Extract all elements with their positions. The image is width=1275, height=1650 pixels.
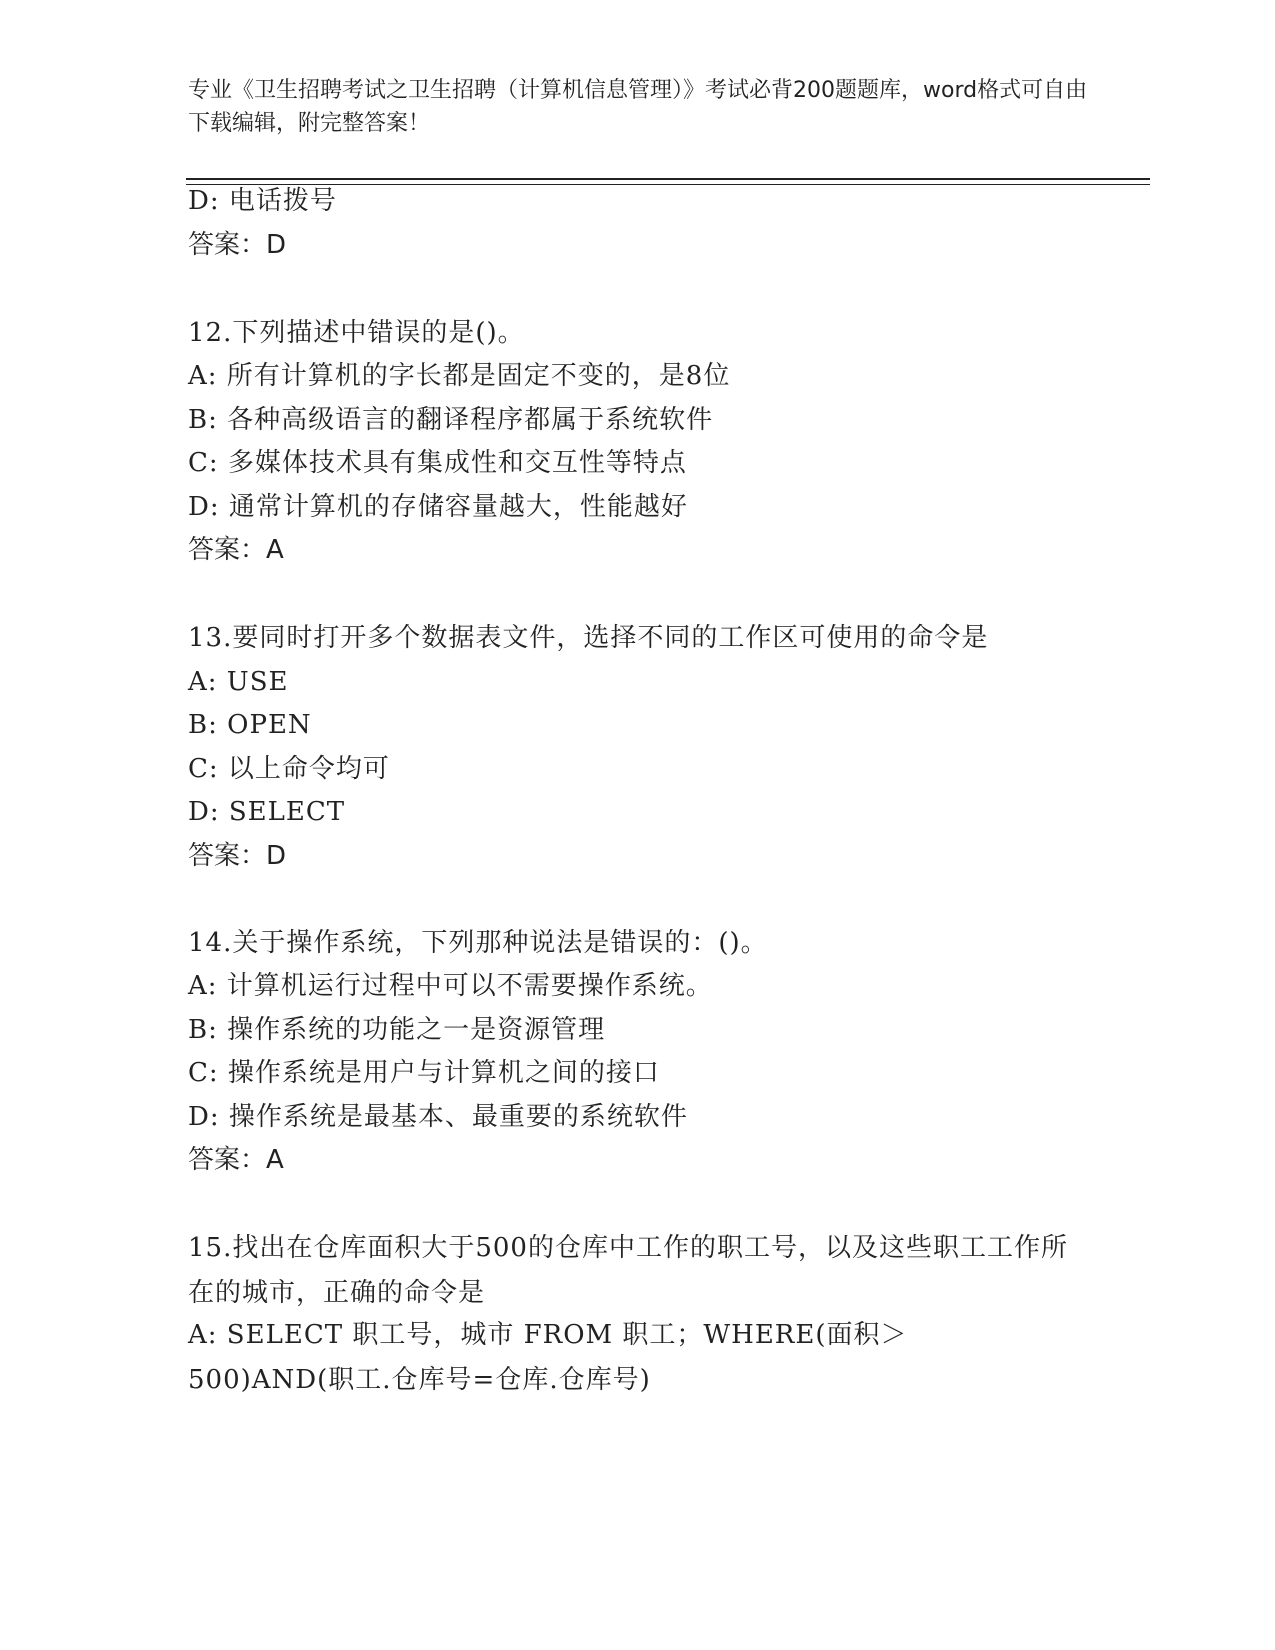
q12-option-b: B: 各种高级语言的翻译程序都属于系统软件: [188, 405, 714, 435]
q11-option-d: D: 电话拨号: [188, 186, 337, 216]
q13-option-d: D: SELECT: [188, 797, 346, 827]
document-header: 专业《卫生招聘考试之卫生招聘（计算机信息管理）》考试必背200题题库，word格式可自由下载编辑，附完整答案！: [188, 78, 1088, 136]
q15-option-a: A: SELECT 职工号，城市 FROM 职工；WHERE(面积＞500)AND(职工.仓库号=仓库.仓库号): [188, 1320, 908, 1395]
q13-option-a: A: USE: [188, 667, 289, 697]
q14-stem: 14.关于操作系统，下列那种说法是错误的：()。: [188, 928, 768, 958]
q11-answer: 答案：D: [188, 230, 287, 260]
q14-answer: 答案：A: [188, 1145, 284, 1175]
q12-option-c: C: 多媒体技术具有集成性和交互性等特点: [188, 448, 687, 478]
q13-stem: 13.要同时打开多个数据表文件，选择不同的工作区可使用的命令是: [188, 623, 989, 653]
q14-option-c: C: 操作系统是用户与计算机之间的接口: [188, 1058, 660, 1088]
q14-option-d: D: 操作系统是最基本、最重要的系统软件: [188, 1102, 688, 1132]
q12-stem: 12.下列描述中错误的是()。: [188, 318, 525, 348]
q13-answer: 答案：D: [188, 841, 287, 871]
header-divider-thick: [186, 178, 1150, 180]
q12-option-a: A: 所有计算机的字长都是固定不变的，是8位: [188, 361, 731, 391]
q12-option-d: D: 通常计算机的存储容量越大，性能越好: [188, 492, 688, 522]
q13-option-c: C: 以上命令均可: [188, 754, 390, 784]
q13-option-b: B: OPEN: [188, 710, 312, 740]
q15-stem: 15.找出在仓库面积大于500的仓库中工作的职工号，以及这些职工工作所在的城市，正确的命令是: [188, 1233, 1068, 1308]
q12-answer: 答案：A: [188, 535, 284, 565]
q14-option-a: A: 计算机运行过程中可以不需要操作系统。: [188, 971, 713, 1001]
q14-option-b: B: 操作系统的功能之一是资源管理: [188, 1015, 606, 1045]
